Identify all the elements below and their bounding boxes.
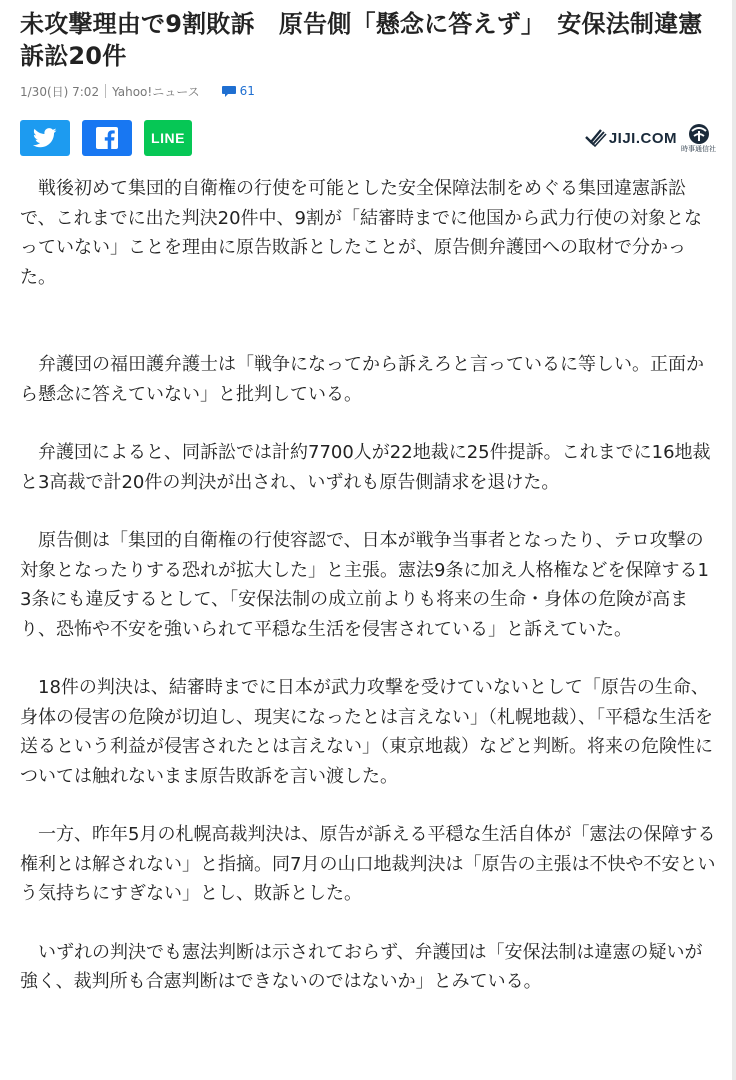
paragraph: 18件の判決は、結審時までに日本が武力攻撃を受けていないとして「原告の生命、身体の侵害の危険が切迫し、現実になったとは言えない」（札幌地裁）、「平穏な生活を送るという利益が侵害されたとは言えない」（東京地裁）などと判断。将来の危険性については触れないまま原告敗訴を言い渡した。 [20, 677, 713, 787]
share-bar [20, 120, 716, 156]
jiji-logo-text: JIJI.COM [608, 129, 677, 147]
line-share-button[interactable] [144, 120, 192, 156]
source-logo[interactable] [585, 120, 716, 156]
jiji-logo-subtext: 時事通信社 [681, 144, 716, 153]
paragraph: 弁護団の福田護弁護士は「戦争になってから訴えろと言っているに等しい。正面から懸念に答えていない」と批判している。 [20, 354, 704, 405]
line-label: LINE [151, 130, 185, 146]
article [20, 8, 716, 1026]
publisher-name: Yahoo!ニュース [112, 84, 200, 99]
comments-link[interactable] [222, 84, 255, 98]
paragraph: いずれの判決でも憲法判断は示されておらず、弁護団は「安保法制は違憲の疑いが強く、裁判所も合憲判断はできないのではないか」とみている。 [20, 941, 703, 992]
article-meta [20, 82, 716, 100]
jiji-check-icon [585, 128, 607, 148]
paragraph: 原告側は「集団的自衛権の行使容認で、日本が戦争当事者となったり、テロ攻撃の対象となったりする恐れが拡大した」と主張。憲法9条に加え人格権などを保障する13条にも違反するとして、「安保法制の成立前よりも将来の生命・身体の危険が高まり、恐怖や不安を強いられて平穏な生活を侵害されている」と訴えていた。 [20, 530, 709, 640]
jiji-emblem [681, 123, 716, 154]
meta-divider [105, 84, 106, 98]
paragraph: 弁護団によると、同訴訟では計約7700人が22地裁に25件提訴。これまでに16地裁と3高裁で計20件の判決が出され、いずれも原告側請求を退けた。 [20, 442, 711, 493]
paragraph: 一方、昨年5月の札幌高裁判決は、原告が訴える平穏な生活自体が「憲法の保障する権利とは解されない」と指摘。同7月の山口地裁判決は「原告の主張は不快や不安という気持ちにすぎない」とし、敗訴とした。 [20, 824, 716, 904]
comment-bubble-icon [222, 86, 236, 97]
twitter-share-button[interactable] [20, 120, 70, 156]
article-body [20, 174, 716, 997]
facebook-f-icon [96, 127, 118, 149]
publish-date: 1/30(日) 7:02 [20, 84, 100, 99]
headline: 未攻撃理由で9割敗訴 原告側「懸念に答えず」 安保法制違憲訴訟20件 [20, 10, 703, 70]
paragraph-lead: 戦後初めて集団的自衛権の行使を可能とした安全保障法制をめぐる集団違憲訴訟で、これまでに出た判決20件中、9割が「結審時までに他国から武力行使の対象となっていない」ことを理由に原告敗訴としたことが、原告側弁護団への取材で分かった。 [20, 178, 702, 288]
scrollbar[interactable] [732, 0, 736, 1080]
facebook-share-button[interactable] [82, 120, 132, 156]
comment-count: 61 [239, 84, 255, 98]
twitter-bird-icon [33, 128, 57, 148]
jiji-emblem-icon [688, 123, 710, 145]
